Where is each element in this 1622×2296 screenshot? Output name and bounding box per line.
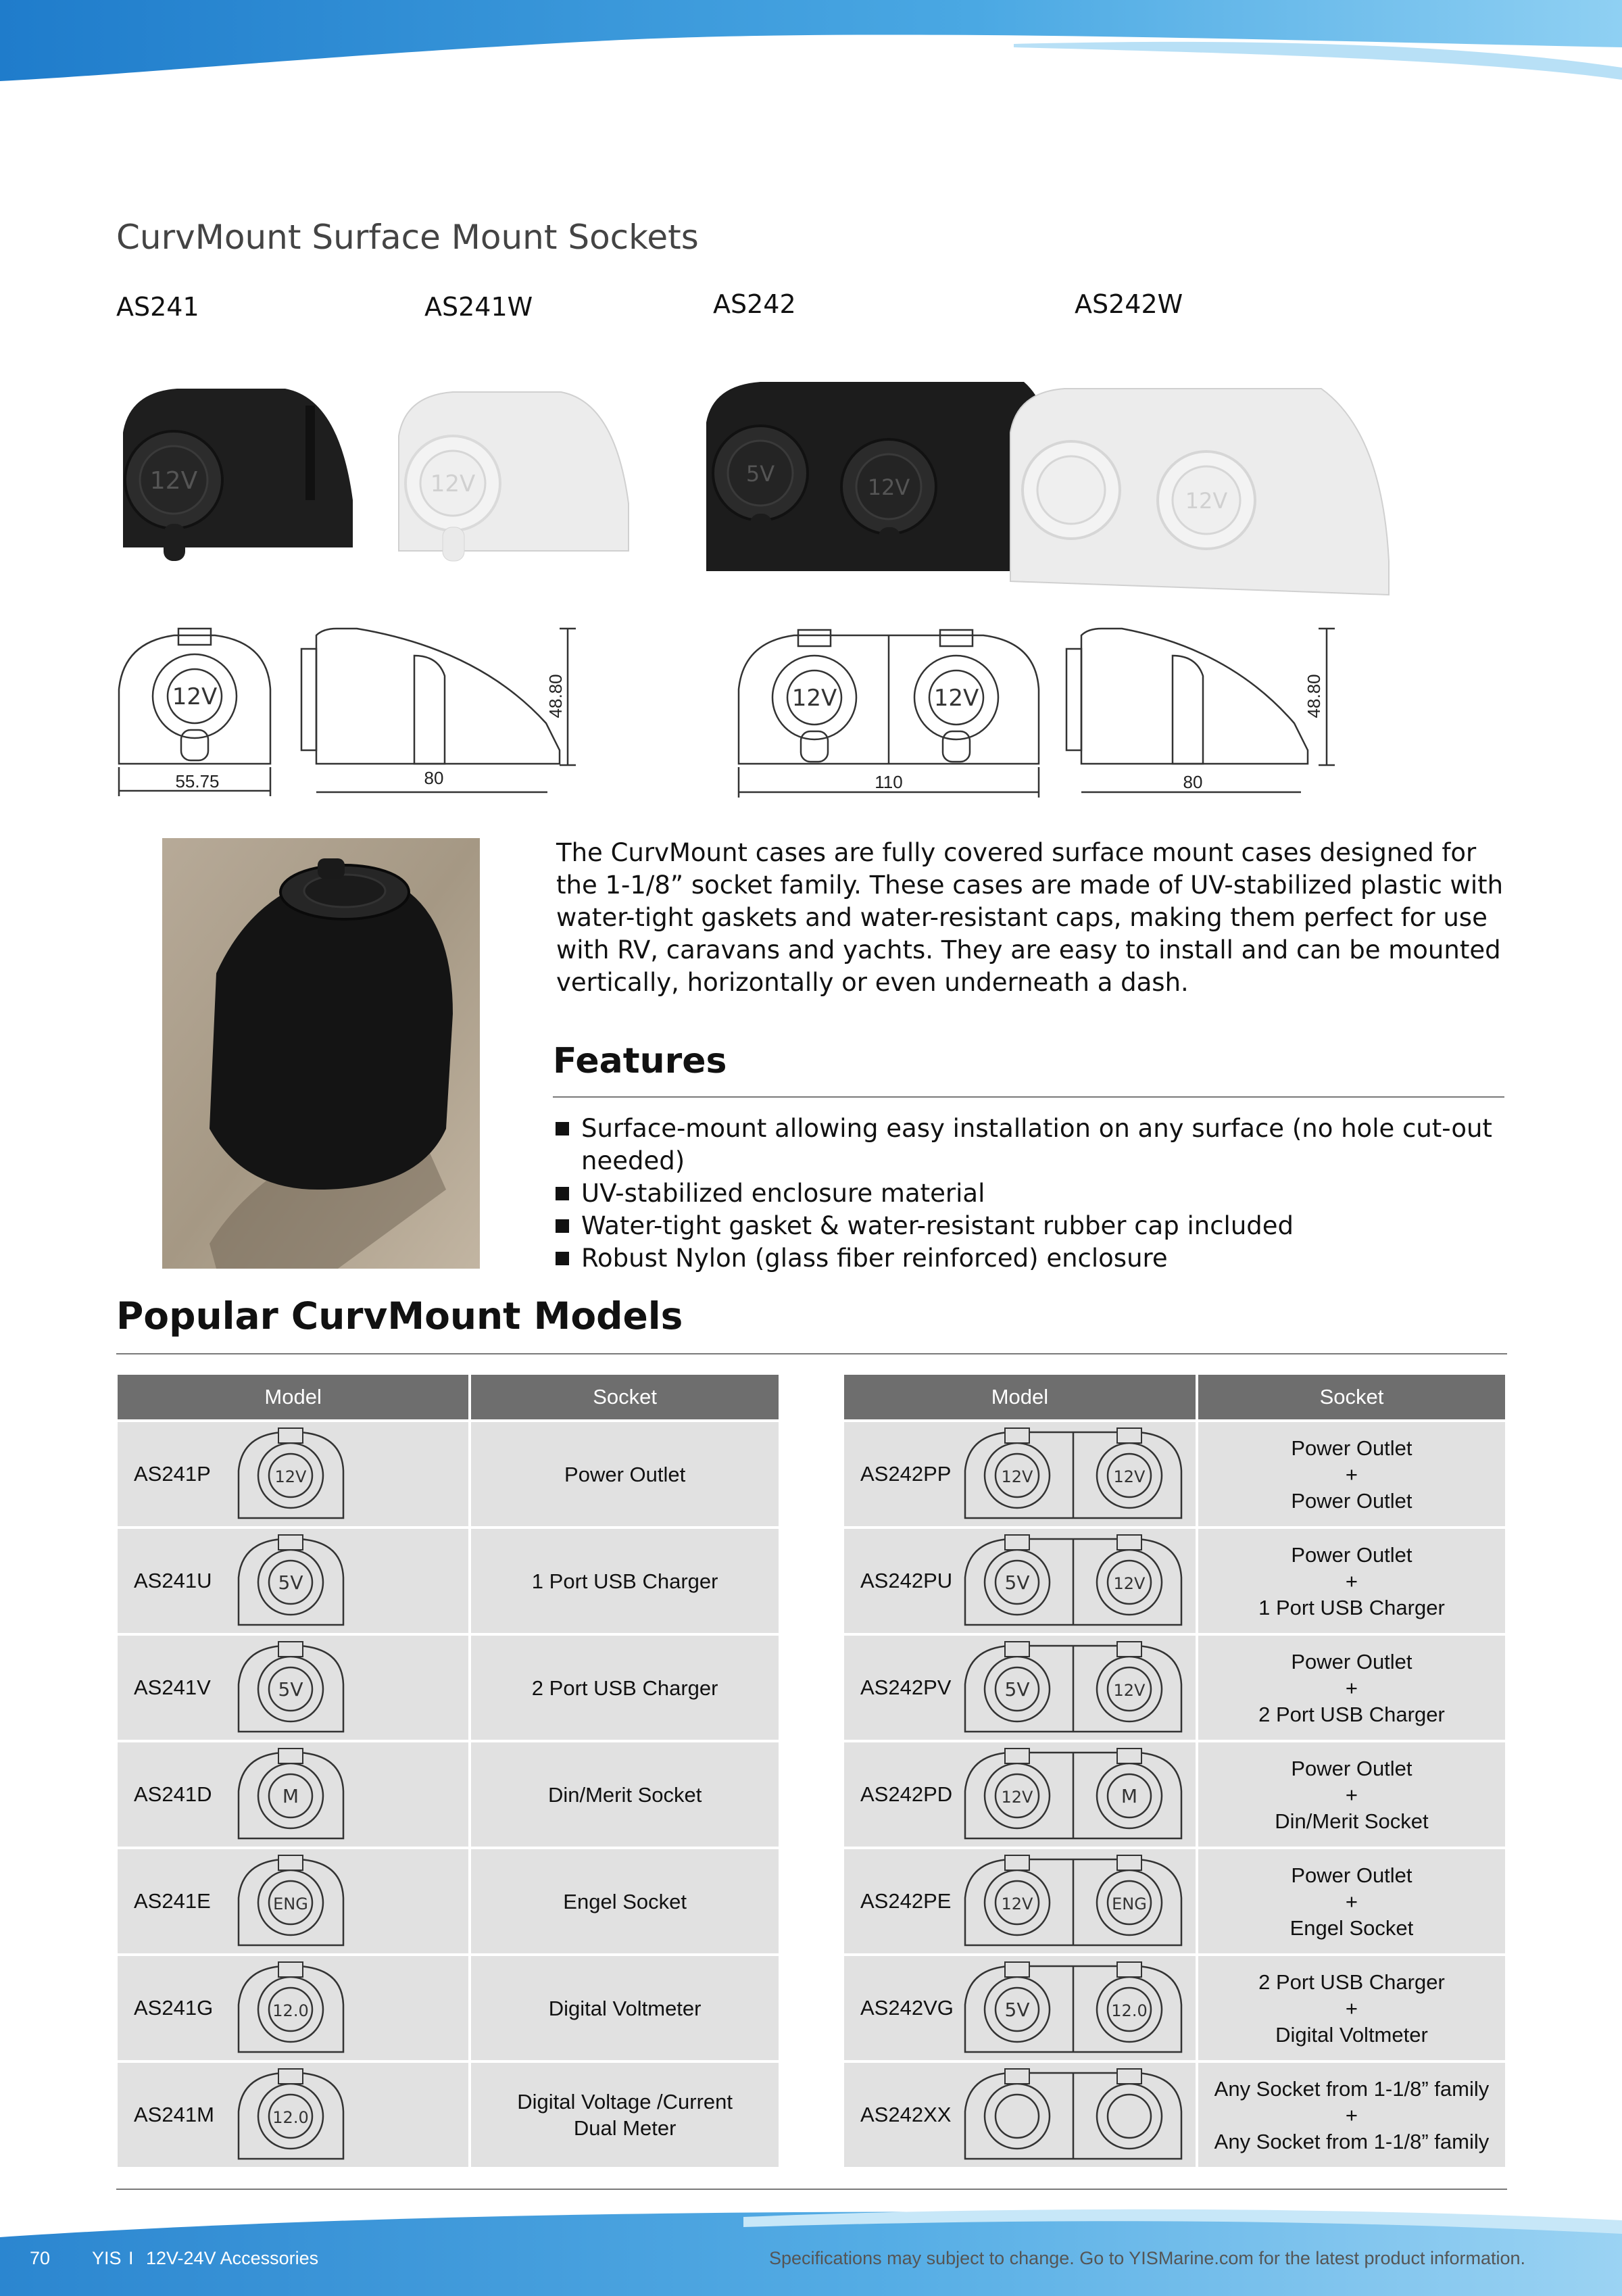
model-code: AS241D <box>134 1782 212 1806</box>
socket-description: Engel Socket <box>563 1889 687 1913</box>
dimension-drawing-single <box>114 622 580 798</box>
model-code: AS242PV <box>860 1676 952 1699</box>
dim-single-height: 48.80 <box>545 674 566 718</box>
table-row <box>844 1636 1505 1740</box>
dim-double-width: 110 <box>875 772 903 792</box>
socket-cell <box>1198 1849 1505 1953</box>
socket-type-label: 5V <box>1004 1999 1030 2021</box>
single-socket-icon <box>235 2068 347 2162</box>
bottom-divider <box>116 2189 1507 2190</box>
table-row <box>118 1529 779 1633</box>
socket-type-label: M <box>1121 1785 1138 1807</box>
footer-wave-banner <box>0 2197 1622 2296</box>
model-code: AS241P <box>134 1462 211 1486</box>
installed-product-photo <box>162 838 480 1269</box>
double-socket-icon <box>962 1747 1185 1842</box>
single-socket-icon <box>235 1854 347 1949</box>
svg-text:5V: 5V <box>745 461 775 487</box>
socket-type-label: 12V <box>1113 1681 1146 1700</box>
socket-description: + <box>1345 1782 1358 1807</box>
features-title: Features <box>553 1041 727 1081</box>
socket-type-label: 5V <box>278 1571 303 1594</box>
dim-double-depth: 80 <box>1183 772 1203 792</box>
socket-description: Engel Socket <box>1289 1915 1414 1940</box>
socket-description: Power Outlet <box>1291 1488 1412 1513</box>
socket-label: 12V <box>867 474 910 500</box>
table-row <box>844 1742 1505 1847</box>
dim-single-depth: 80 <box>424 768 444 788</box>
socket-description: Power Outlet <box>1291 1436 1412 1460</box>
socket-cell <box>471 1636 779 1740</box>
bullet-square-icon <box>556 1187 569 1200</box>
bullet-square-icon <box>556 1252 569 1265</box>
socket-description: Digital Voltage /Current <box>517 2090 733 2114</box>
socket-description: + <box>1345 2103 1358 2127</box>
socket-cell <box>471 1742 779 1847</box>
socket-description: + <box>1345 1996 1358 2020</box>
socket-type-label: 5V <box>1004 1571 1030 1594</box>
dim-double-height: 48.80 <box>1304 674 1324 718</box>
socket-description: Din/Merit Socket <box>547 1782 702 1807</box>
socket-cell <box>471 1422 779 1526</box>
socket-label: 12V <box>430 470 476 497</box>
dimension-drawing-double <box>733 622 1342 801</box>
features-list <box>556 1113 1522 1275</box>
socket-description: 2 Port USB Charger <box>1258 1702 1445 1726</box>
model-code: AS241M <box>134 2103 214 2126</box>
socket-cell <box>471 2063 779 2167</box>
model-code: AS241U <box>134 1569 212 1592</box>
socket-description: 2 Port USB Charger <box>531 1676 718 1700</box>
socket-description: Power Outlet <box>1291 1756 1412 1780</box>
footer-disclaimer: Specifications may subject to change. Go to YISMarine.com for the latest product information. <box>769 2248 1526 2268</box>
socket-type-label: 12V <box>1113 1574 1146 1593</box>
socket-type-label: 12V <box>274 1467 307 1486</box>
table-row <box>118 1742 779 1847</box>
socket-description: + <box>1345 1889 1358 1913</box>
model-cell <box>118 1742 468 1847</box>
product-description: The CurvMount cases are fully covered surface mount cases designed for the 1-1/8” socket family. These cases are made of UV-stabilized plastic with water-tight gaskets and water-resistant caps, making them perfect for use with RV, caravans and yachts. They are easy to install and can be mounted vertically, horizontally or even underneath a dash. <box>556 838 1504 997</box>
socket-type-label: 5V <box>278 1678 303 1701</box>
model-code: AS241E <box>134 1889 211 1913</box>
model-column-header: Model <box>844 1375 1196 1419</box>
product-code-as242: AS242 <box>713 289 796 319</box>
socket-description: Any Socket from 1-1/8” family <box>1214 2129 1490 2153</box>
footer-separator: I <box>128 2248 134 2268</box>
table-row <box>844 1529 1505 1633</box>
socket-type-label: 12.0 <box>272 2001 309 2020</box>
single-models-table <box>115 1372 781 2170</box>
model-cell <box>118 2063 468 2167</box>
socket-type-label: 12V <box>1001 1467 1033 1486</box>
model-cell <box>118 1422 468 1526</box>
socket-description: Power Outlet <box>1291 1542 1412 1567</box>
model-column-header: Model <box>118 1375 468 1419</box>
bullet-square-icon <box>556 1122 569 1135</box>
socket-column-header: Socket <box>1198 1375 1505 1419</box>
socket-cell <box>471 1529 779 1633</box>
socket-type-label: M <box>282 1785 299 1807</box>
model-cell <box>844 1529 1196 1633</box>
socket-cell <box>471 1849 779 1953</box>
table-row <box>118 1849 779 1953</box>
socket-label: 12V <box>933 685 979 712</box>
socket-cell <box>1198 1956 1505 2060</box>
socket-description: Din/Merit Socket <box>1275 1809 1429 1833</box>
features-divider <box>553 1096 1504 1098</box>
socket-cell <box>1198 2063 1505 2167</box>
socket-cell <box>1198 1529 1505 1633</box>
model-cell <box>844 1636 1196 1740</box>
single-socket-icon <box>235 1640 347 1735</box>
dim-single-width: 55.75 <box>175 771 220 791</box>
socket-description: Any Socket from 1-1/8” family <box>1214 2076 1490 2101</box>
feature-item: Robust Nylon (glass fiber reinforced) enclosure <box>556 1242 1522 1275</box>
model-code: AS242PE <box>860 1889 952 1913</box>
socket-description: + <box>1345 1462 1358 1486</box>
double-socket-icon <box>962 1427 1185 1521</box>
footer-page-number: 70 <box>30 2248 51 2268</box>
single-socket-icon <box>235 1961 347 2055</box>
table-row <box>118 1422 779 1526</box>
table-row <box>844 2063 1505 2167</box>
socket-type-label: ENG <box>1112 1895 1147 1913</box>
socket-description: + <box>1345 1676 1358 1700</box>
socket-description: 1 Port USB Charger <box>531 1569 718 1593</box>
model-code: AS242XX <box>860 2103 952 2126</box>
model-code: AS242PP <box>860 1462 952 1486</box>
model-cell <box>118 1636 468 1740</box>
product-photo-as241-black <box>116 378 360 561</box>
socket-type-label: 12V <box>1001 1788 1033 1807</box>
socket-cell <box>1198 1742 1505 1847</box>
socket-label: 12V <box>1185 488 1228 514</box>
socket-type-label: 12V <box>1001 1895 1033 1913</box>
single-socket-icon <box>235 1534 347 1628</box>
table-row <box>844 1849 1505 1953</box>
product-photo-as241w-white <box>392 382 635 564</box>
socket-description: Digital Voltmeter <box>1275 2022 1428 2047</box>
models-section-title: Popular CurvMount Models <box>116 1294 683 1338</box>
socket-description: Dual Meter <box>573 2116 677 2140</box>
model-cell <box>844 1742 1196 1847</box>
socket-description: Digital Voltmeter <box>548 1996 702 2020</box>
socket-column-header: Socket <box>471 1375 779 1419</box>
feature-item: Surface-mount allowing easy installation on any surface (no hole cut-out needed) <box>556 1113 1522 1177</box>
page-title: CurvMount Surface Mount Sockets <box>116 218 699 257</box>
model-cell <box>844 1956 1196 2060</box>
model-cell <box>844 1422 1196 1526</box>
double-socket-icon <box>962 1961 1185 2055</box>
feature-item: Water-tight gasket & water-resistant rubber cap included <box>556 1210 1522 1242</box>
product-code-as242w: AS242W <box>1075 289 1183 319</box>
double-models-table <box>841 1372 1508 2170</box>
socket-description: Power Outlet <box>564 1462 686 1486</box>
table-row <box>844 1422 1505 1526</box>
model-code: AS241G <box>134 1996 214 2020</box>
socket-label: 12V <box>149 467 198 495</box>
single-socket-icon <box>235 1747 347 1842</box>
bullet-square-icon <box>556 1219 569 1233</box>
socket-type-label: ENG <box>273 1895 308 1913</box>
model-cell <box>118 1529 468 1633</box>
socket-description: Power Outlet <box>1291 1863 1412 1887</box>
model-cell <box>118 1956 468 2060</box>
model-cell <box>118 1849 468 1953</box>
single-socket-icon <box>235 1427 347 1521</box>
table-row <box>118 1956 779 2060</box>
double-socket-icon <box>962 1640 1185 1735</box>
socket-type-label: 5V <box>1004 1678 1030 1701</box>
model-code: AS241V <box>134 1676 211 1699</box>
socket-description: 2 Port USB Charger <box>1258 1970 1445 1994</box>
socket-description: Power Outlet <box>1291 1649 1412 1674</box>
socket-cell <box>1198 1422 1505 1526</box>
model-cell <box>844 1849 1196 1953</box>
product-code-as241: AS241 <box>116 292 199 322</box>
footer-category: 12V-24V Accessories <box>146 2248 319 2268</box>
models-divider <box>116 1353 1507 1354</box>
double-socket-icon <box>962 1854 1185 1949</box>
model-code: AS242VG <box>860 1996 954 2020</box>
socket-label: 12V <box>172 683 218 710</box>
model-cell <box>844 2063 1196 2167</box>
socket-type-label: 12V <box>1113 1467 1146 1486</box>
product-code-as241w: AS241W <box>424 292 533 322</box>
table-row <box>118 2063 779 2167</box>
socket-label: 12V <box>791 685 837 712</box>
socket-description: 1 Port USB Charger <box>1258 1595 1445 1619</box>
table-row <box>118 1636 779 1740</box>
socket-type-label: 12.0 <box>272 2108 309 2127</box>
header-wave-banner <box>0 0 1622 95</box>
feature-item: UV-stabilized enclosure material <box>556 1177 1522 1210</box>
model-code: AS242PU <box>860 1569 953 1592</box>
socket-type-label: 12.0 <box>1111 2001 1148 2020</box>
socket-cell <box>471 1956 779 2060</box>
table-row <box>844 1956 1505 2060</box>
socket-description: + <box>1345 1569 1358 1593</box>
product-photo-as242w-white <box>1004 378 1392 602</box>
double-socket-icon <box>962 1534 1185 1628</box>
footer-brand: YIS <box>92 2248 122 2268</box>
double-socket-icon <box>962 2068 1185 2162</box>
socket-cell <box>1198 1636 1505 1740</box>
model-code: AS242PD <box>860 1782 953 1806</box>
